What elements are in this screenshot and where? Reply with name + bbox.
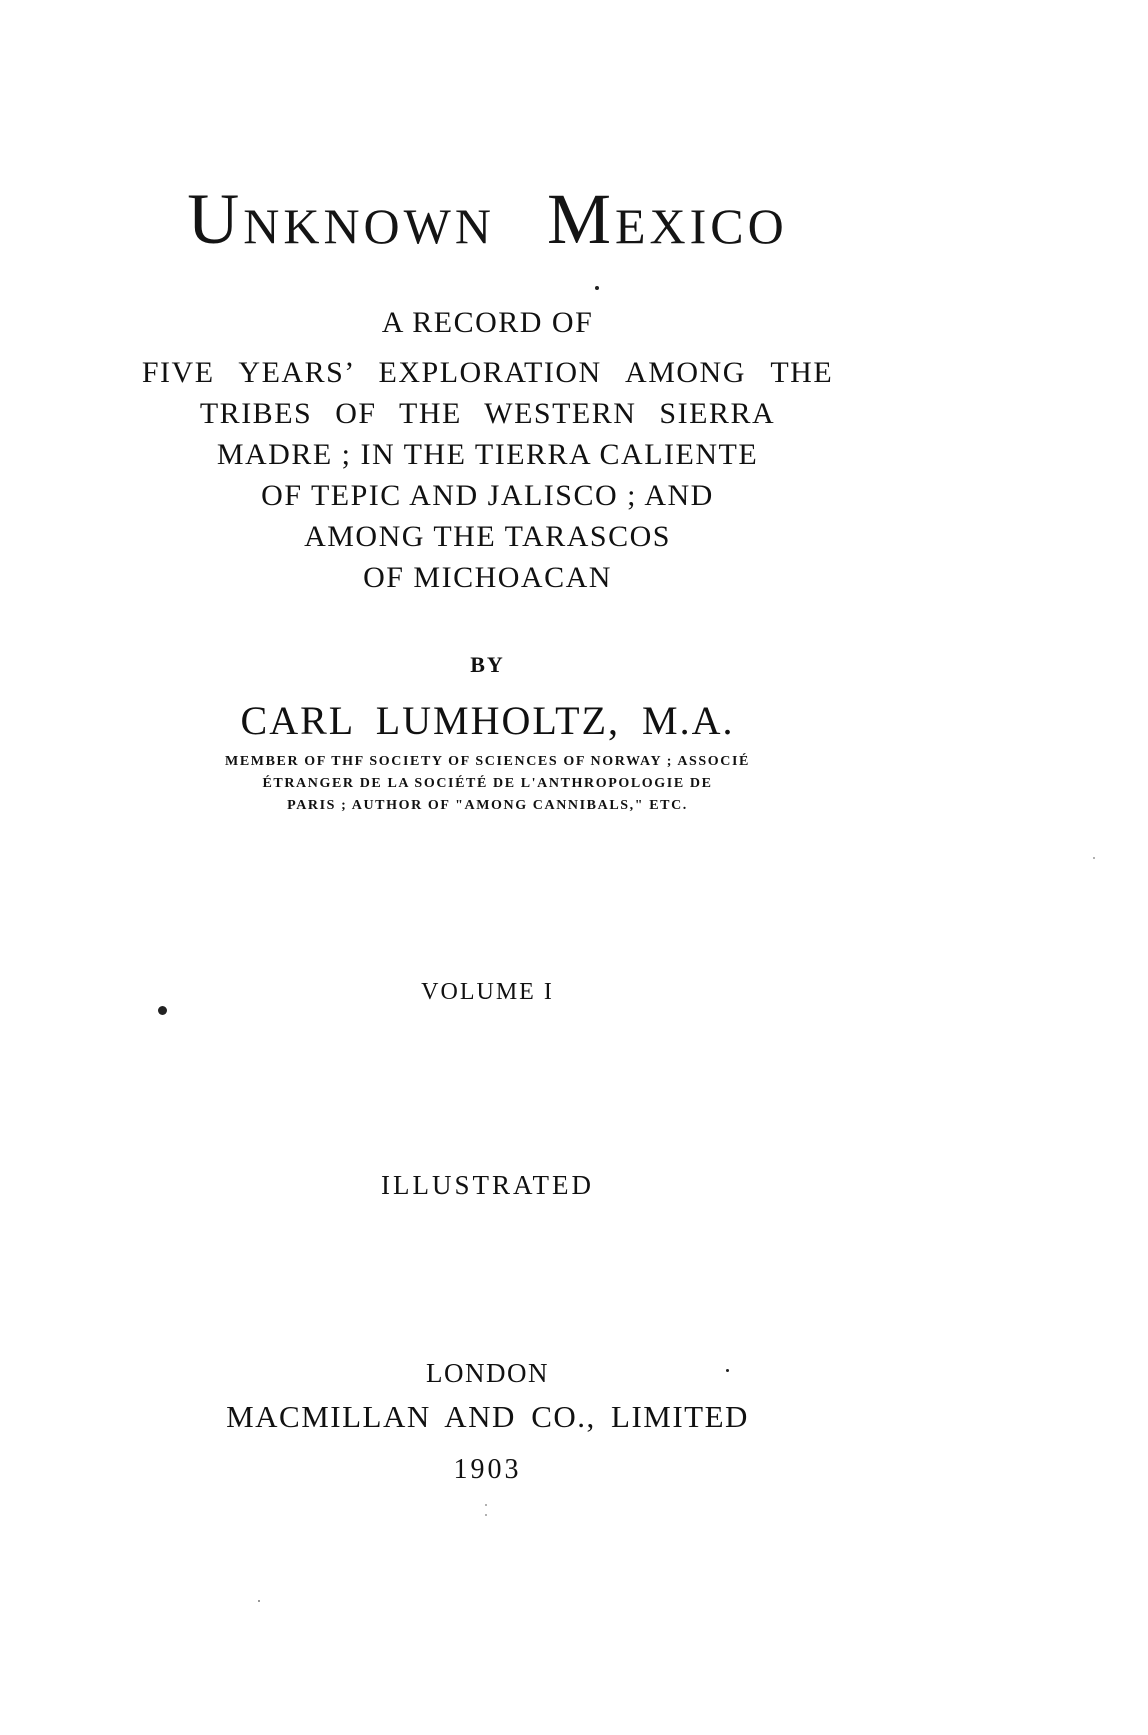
scan-speck [258, 1600, 260, 1602]
subtitle-line-6: AMONG THE TARASCOS [304, 520, 671, 553]
author-affiliation-line-2: ÉTRANGER DE LA SOCIÉTÉ DE L'ANTHROPOLOGIE DE [262, 776, 713, 791]
author-name: CARL LUMHOLTZ, M.A. [240, 698, 735, 743]
scan-speck [1093, 857, 1095, 859]
scan-speck [485, 1504, 487, 1506]
subtitle-line-4: MADRE ; IN THE TIERRA CALIENTE [216, 438, 759, 471]
scan-speck [726, 1369, 729, 1372]
author-affiliation-line-3: PARIS ; AUTHOR OF "AMONG CANNIBALS," ETC. [287, 798, 688, 813]
scan-speck [595, 286, 599, 290]
subtitle-line-7: OF MICHOACAN [363, 561, 612, 594]
by-line: BY [470, 652, 505, 677]
illustrated-label: ILLUSTRATED [381, 1170, 594, 1200]
imprint-publisher: MACMILLAN AND CO., LIMITED [226, 1399, 749, 1434]
book-title: Unknown Mexico [187, 179, 788, 259]
subtitle-line-1: A RECORD OF [381, 306, 594, 339]
subtitle-line-5: OF TEPIC AND JALISCO ; AND [261, 479, 714, 512]
volume-label: VOLUME I [421, 979, 554, 1005]
imprint-year: 1903 [453, 1454, 522, 1485]
author-affiliation-line-1: MEMBER OF THF SOCIETY OF SCIENCES OF NORWAY ; ASSOCIÉ [225, 754, 750, 769]
imprint-city: LONDON [426, 1358, 549, 1388]
subtitle-line-3: TRIBES OF THE WESTERN SIERRA [199, 397, 776, 430]
scan-speck [485, 1514, 487, 1516]
scan-speck [158, 1006, 167, 1015]
subtitle-line-2: FIVE YEARS’ EXPLORATION AMONG THE [141, 356, 834, 389]
